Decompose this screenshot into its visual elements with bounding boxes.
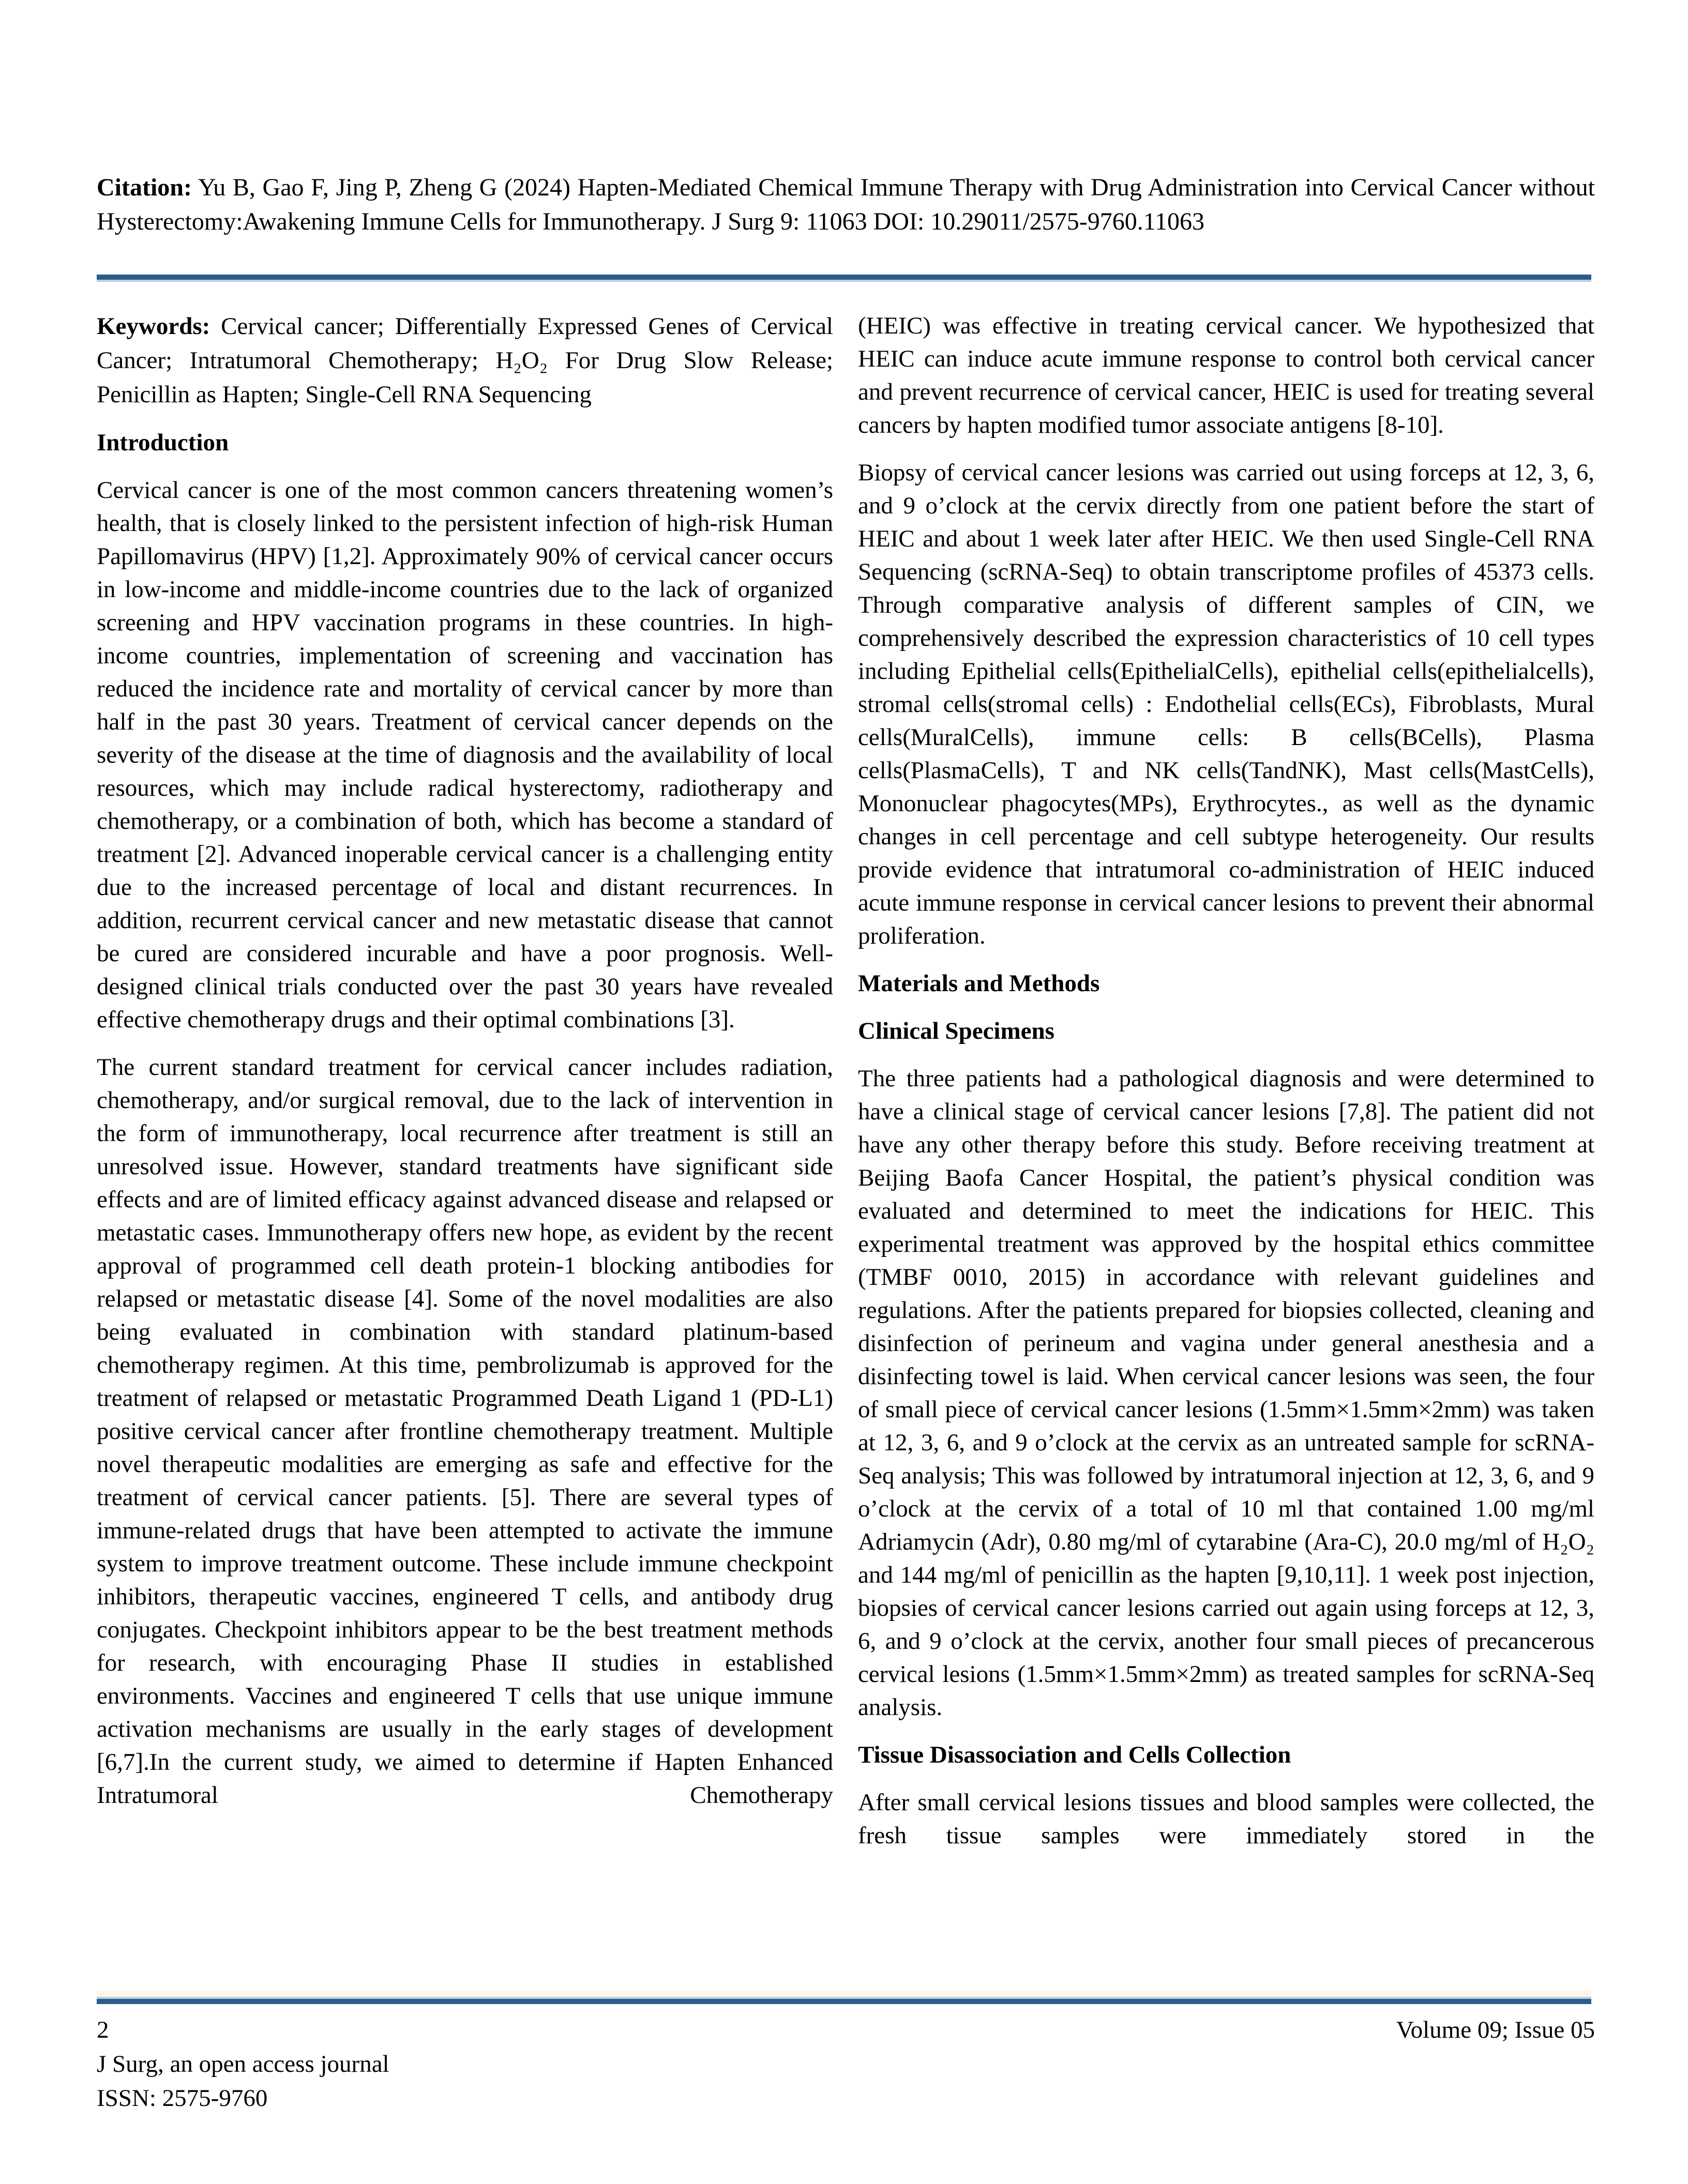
- keywords-text: Cervical cancer; Differentially Expressed Genes of Cervical Cancer; Intratumoral Chemotherapy; H₂O₂ For Drug Slow Release; Penicillin as Hapten; Single-Cell RNA Sequencing: [97, 313, 833, 408]
- paragraph-clinical-specimens: The three patients had a pathological diagnosis and were determined to have a clinical stage of cervical cancer lesions [7,8]. The patient did not have any other therapy before this study. Before receiving treatment at Beijing Baofa Cancer Hospital, the patient’s physical condition was evaluated and determined to meet the indications for HEIC. This experimental treatment was approved by the hospital ethics committee (TMBF 0010, 2015) in accordance with relevant guidelines and regulations. After the patients prepared for biopsies collected, cleaning and disinfection of perineum and vagina under general anesthesia and a disinfecting towel is laid. When cervical cancer lesions was seen, the four of small piece of cervical cancer lesions (1.5mm×1.5mm×2mm) was taken at 12, 3, 6, and 9 o’clock at the cervix as an untreated sample for scRNA-Seq analysis; This was followed by intratumoral injection at 12, 3, 6, and 9 o’clock at the cervix of a total of 10 ml that contained 1.00 mg/ml Adriamycin (Adr), 0.80 mg/ml of cytarabine (Ara-C), 20.0 mg/ml of H₂O₂ and 144 mg/ml of penicillin as the hapten [9,10,11]. 1 week post injection, biopsies of cervical cancer lesions carried out again using forceps at 12, 3, 6, and 9 o’clock at the cervix, another four small pieces of precancerous cervical lesions (1.5mm×1.5mm×2mm) as treated samples for scRNA-Seq analysis.: [858, 1065, 1594, 1721]
- left-column: [97, 309, 833, 1990]
- volume-issue: Volume 09; Issue 05: [1396, 2016, 1595, 2043]
- header-divider: [97, 275, 1591, 282]
- citation-text: Yu B, Gao F, Jing P, Zheng G (2024) Hapten-Mediated Chemical Immune Therapy with Drug Administration into Cervical Cancer without Hysterectomy:Awakening Immune Cells for Immunotherapy. J Surg 9: 11063 DOI: 10.29011/2575-9760.11063: [97, 174, 1595, 235]
- introduction-paragraph-1: Cervical cancer is one of the most common cancers threatening women’s health, that is closely linked to the persistent infection of high-risk Human Papillomavirus (HPV) [1,2]. Approximately 90% of cervical cancer occurs in low-income and middle-income countries due to the lack of organized screening and HPV vaccination programs in these countries. In high-income countries, implementation of screening and vaccination has reduced the incidence rate and mortality of cervical cancer by more than half in the past 30 years. Treatment of cervical cancer depends on the severity of the disease at the time of diagnosis and the availability of local resources, which may include radical hysterectomy, radiotherapy and chemotherapy, or a combination of both, which has become a standard of treatment [2]. Advanced inoperable cervical cancer is a challenging entity due to the increased percentage of local and distant recurrences. In addition, recurrent cervical cancer and new metastatic disease that cannot be cured are considered incurable and have a poor prognosis. Well-designed clinical trials conducted over the past 30 years have revealed effective chemotherapy drugs and their optimal combinations [3].: [97, 477, 833, 1033]
- paragraph-biopsy-scrnaseq: Biopsy of cervical cancer lesions was carried out using forceps at 12, 3, 6, and 9 o’clock at the cervix directly from one patient before the start of HEIC and about 1 week later after HEIC. We then used Single-Cell RNA Sequencing (scRNA-Seq) to obtain transcriptome profiles of 45373 cells. Through comparative analysis of different samples of CIN, we comprehensively described the expression characteristics of 10 cell types including Epithelial cells(EpithelialCells), epithelial cells(epithelialcells), stromal cells(stromal cells) : Endothelial cells(ECs), Fibroblasts, Mural cells(MuralCells), immune cells: B cells(BCells), Plasma cells(PlasmaCells), T and NK cells(TandNK), Mast cells(MastCells), Mononuclear phagocytes(MPs), Erythrocytes., as well as the dynamic changes in cell percentage and cell subtype heterogeneity. Our results provide evidence that intratumoral co-administration of HEIC induced acute immune response in cervical cancer lesions to prevent their abnormal proliferation.: [858, 459, 1594, 949]
- section-heading-introduction: Introduction: [97, 429, 229, 456]
- paragraph-tissue-disassociation: After small cervical lesions tissues and blood samples were collected, the fresh tissue samples were immediately stored in the: [858, 1789, 1594, 1849]
- footer-divider: [97, 1991, 1591, 2004]
- header-divider-light-bar: [97, 280, 1591, 282]
- footer-meta-line: [97, 2014, 1595, 2045]
- footer-divider-dark-bar: [97, 1999, 1591, 2004]
- citation-label: Citation:: [97, 174, 192, 201]
- section-heading-materials-methods: Materials and Methods: [858, 970, 1100, 997]
- keywords-label: Keywords:: [97, 313, 210, 340]
- journal-name: J Surg, an open access journal: [97, 2051, 389, 2077]
- keywords-paragraph: [97, 309, 833, 412]
- introduction-paragraph-2: The current standard treatment for cervical cancer includes radiation, chemotherapy, and/or surgical removal, due to the lack of intervention in the form of immunotherapy, local recurrence after treatment is still an unresolved issue. However, standard treatments have significant side effects and are of limited efficacy against advanced disease and relapsed or metastatic cases. Immunotherapy offers new hope, as evident by the recent approval of programmed cell death protein-1 blocking antibodies for relapsed or metastatic disease [4]. Some of the novel modalities are also being evaluated in combination with standard platinum-based chemotherapy regimen. At this time, pembrolizumab is approved for the treatment of relapsed or metastatic Programmed Death Ligand 1 (PD-L1) positive cervical cancer after frontline chemotherapy treatment. Multiple novel therapeutic modalities are emerging as safe and effective for the treatment of cervical cancer patients. [5]. There are several types of immune-related drugs that have been attempted to activate the immune system to improve treatment outcome. These include immune checkpoint inhibitors, therapeutic vaccines, engineered T cells, and antibody drug conjugates. Checkpoint inhibitors appear to be the best treatment methods for research, with encouraging Phase II studies in established environments. Vaccines and engineered T cells that use unique immune activation mechanisms are usually in the early stages of development [6,7].In the current study, we aimed to determine if Hapten Enhanced Intratumoral Chemotherapy: [97, 1054, 833, 1809]
- header-divider-dark-bar: [97, 275, 1591, 280]
- citation: [97, 171, 1595, 239]
- page-number: 2: [97, 2016, 109, 2043]
- issn: ISSN: 2575-9760: [97, 2085, 268, 2112]
- right-column: [858, 309, 1594, 1990]
- subsection-heading-clinical-specimens: Clinical Specimens: [858, 1018, 1054, 1044]
- paragraph-heic-continuation: (HEIC) was effective in treating cervical cancer. We hypothesized that HEIC can induce acute immune response to control both cervical cancer and prevent recurrence of cervical cancer, HEIC is used for treating several cancers by hapten modified tumor associate antigens [8-10].: [858, 312, 1594, 438]
- subsection-heading-tissue-disassociation: Tissue Disassociation and Cells Collection: [858, 1741, 1291, 1768]
- article-body: [97, 309, 1595, 1990]
- footer-divider-cream-bar: [97, 1991, 1591, 1997]
